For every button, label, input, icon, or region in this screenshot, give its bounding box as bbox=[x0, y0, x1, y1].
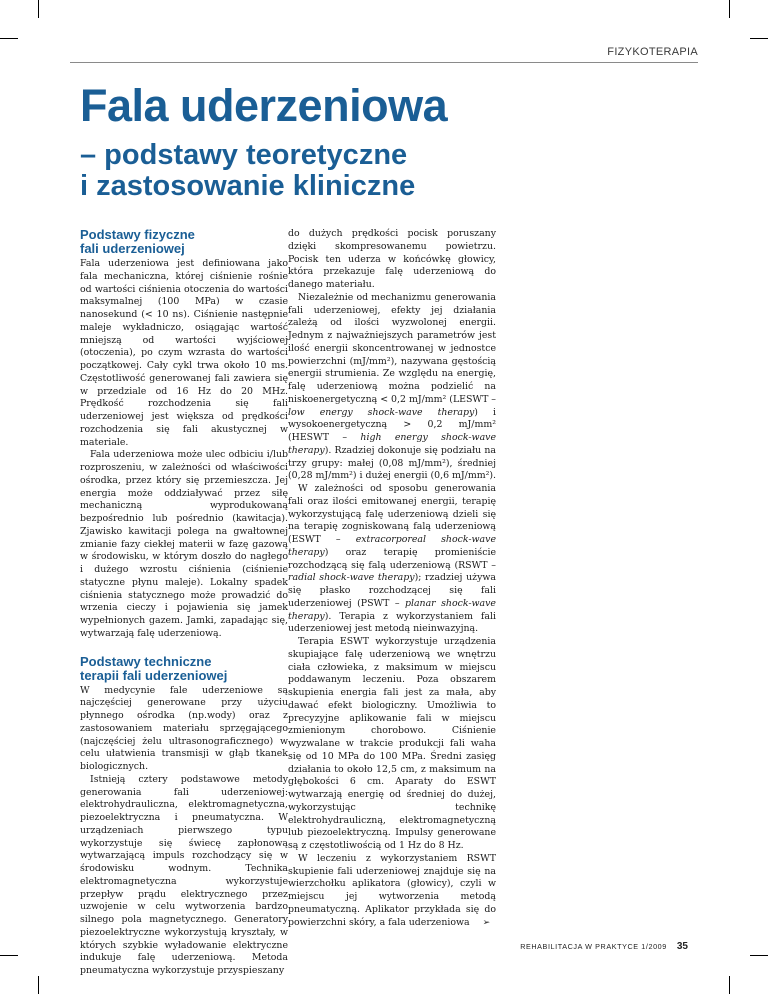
italic-term: planar shock-wave therapy bbox=[288, 597, 496, 622]
text-run: ); rzadziej używa się płasko rozchodzącej się fali uderzeniowej (PSWT – bbox=[288, 572, 496, 609]
paragraph: W medycynie fale uderzeniowe są najczęściej generowane przy użyciu płynnego ośrodka (np.wody) oraz z zastosowaniem materiału sprzęgającego (najczęściej żelu ultrasonograficznego) w celu ułatwienia transmisji w głąb tkanek biologicznych. bbox=[80, 684, 288, 772]
text-run: W leczeniu z wykorzystaniem RSWT skupienie fali uderzeniowej znajduje się na wierzchołku aplikatora (głowicy), czyli w miejscu jej wytworzenia metodą pneumatyczną. Aplikator przykłada się do powierzchni skóry, a fala uderzeniowa bbox=[288, 852, 496, 928]
subtitle-line: i zastosowanie kliniczne bbox=[80, 170, 416, 202]
italic-term: high energy shock-wave therapy bbox=[288, 432, 496, 456]
italic-term: radial shock-wave therapy bbox=[288, 572, 415, 584]
crop-mark bbox=[750, 38, 768, 39]
paragraph: Fala uderzeniowa może ulec odbiciu i/lub rozproszeniu, w zależności od właściwości ośrodka, przez który się przemieszcza. Jej energia może oddziaływać przez siłę mechaniczną wyprodukowaną bezpośrednio lub pośrednio (kawitacja). Zjawisko kawitacji polega na gwałtownej zmianie fazy ciekłej materii w fazę gazową w środowisku, w którym doszło do nagłego i dużego wzrostu ciśnienia (ciśnienie statyczne płynu maleje). Lokalny spadek ciśnienia statycznego może prowadzić do wrzenia cieczy i pojawienia się jamek wypełnionych gazem. Jamki, zapadając się, wytwarzają falę uderzeniową. bbox=[80, 449, 288, 639]
column-left bbox=[80, 228, 288, 978]
header-rule bbox=[70, 62, 698, 63]
column-right bbox=[288, 228, 496, 929]
crop-mark bbox=[729, 976, 730, 994]
paragraph: do dużych prędkości pocisk poruszany dzięki skompresowanemu powietrzu. Pocisk ten uderza w końcówkę głowicy, która przekazuje falę uderzeniową do danego materiału. bbox=[288, 228, 496, 290]
crop-mark bbox=[0, 38, 18, 39]
heading-line: Podstawy fizyczne bbox=[80, 227, 195, 242]
text-run: ) i wysokoenergetyczną > 0,2 mJ/mm² (HESWT – bbox=[288, 406, 496, 443]
section-heading bbox=[80, 228, 288, 256]
paragraph: Istnieją cztery podstawowe metody generowania fali uderzeniowej: elektrohydrauliczna, elektromagnetyczna, piezoelektryczna i pneumatyczna. W urządzeniach pierwszego typu wykorzystuje się świecę zapłonową wytwarzającą impuls rozchodzący się w środowisku wodnym. Technika elektromagnetyczna wykorzystuje przepływ prądu elektrycznego przez uzwojenie w celu wytworzenia bardzo silnego pola magnetycznego. Generatory piezoelektryczne wykorzystują kryształy, w których szybkie wyładowanie elektryczne indukuje falę uderzeniową. Metoda pneumatyczna wykorzystuje przyspieszany bbox=[80, 773, 288, 976]
continue-arrow-icon: ➢ bbox=[482, 917, 491, 928]
italic-term: extracorporeal shock-wave therapy bbox=[288, 534, 496, 558]
journal-name: REHABILITACJA W PRAKTYCE 1/2009 bbox=[520, 942, 667, 951]
heading-line: terapii fali uderzeniowej bbox=[80, 667, 228, 683]
text-run: ). Rzadziej dokonuje się podziału na trzy grupy: małej (0,08 mJ/mm²), średniej (0,28 mJ/mm²) i dużej energii (0,6 mJ/mm²). bbox=[288, 444, 497, 482]
paragraph: Fala uderzeniowa jest definiowana jako fala mechaniczna, której ciśnienie rośnie od wartości ciśnienia otoczenia do wartości maksymalnej (100 MPa) w czasie nanosekund (< 10 ns). Ciśnienie następnie maleje wykładniczo, osiągając wartość mniejszą od wartości wyjściowej (otoczenia), po czym wzrasta do wartości początkowej. Cały cykl trwa około 10 ms. Częstotliwość generowanej fali zawiera się w przedziale od 16 Hz do 20 MHz. Prędkość rozchodzenia się fali uderzeniowej jest większa od prędkości rozchodzenia się fali akustycznej w materiale. bbox=[80, 258, 288, 448]
crop-mark bbox=[38, 976, 39, 994]
heading-line: fali uderzeniowej bbox=[80, 241, 185, 256]
text-run: Niezależnie od mechanizmu generowania fali uderzeniowej, efekty jej działania zależą od ilości wyzwolonej energii. Jednym z najważniejszych parametrów jest ilość energii skoncentrowanej w jednostce powierzchni (mJ/mm²), nazywana gęstością energii strumienia. Ze względu na energię, falę uderzeniową można podzielić na niskoenergetyczną < 0,2 mJ/mm² (LESWT – bbox=[288, 291, 496, 405]
section-heading bbox=[80, 655, 288, 683]
section-label: FIZYKOTERAPIA bbox=[607, 46, 698, 58]
text-run: ) oraz terapię promieniście rozchodzącą się falą uderzeniową (RSWT – bbox=[288, 546, 496, 571]
article-subtitle bbox=[80, 140, 415, 202]
crop-mark bbox=[0, 955, 18, 956]
italic-term: low energy shock-wave therapy bbox=[288, 406, 475, 418]
crop-mark bbox=[729, 0, 730, 18]
page-number: 35 bbox=[676, 941, 688, 952]
crop-mark bbox=[750, 955, 768, 956]
crop-mark bbox=[38, 0, 39, 18]
paragraph: Terapia ESWT wykorzystuje urządzenia skupiające falę uderzeniową we wnętrzu ciała człowieka, z maksimum w miejscu poddawanym leczeniu. Poza obszarem skupienia energia fali jest za mała, aby dawać efekt biologiczny. Umożliwia to precyzyjne aplikowanie fali w miejscu zmienionym chorobowo. Ciśnienie wyzwalane w trakcie produkcji fali waha się od 10 MPa do 100 MPa. Średni zasięg działania to około 12,5 cm, z maksimum na głębokości 6 cm. Aparaty do ESWT wytwarzają energię od średniej do dużej, wykorzystując technikę elektrohydrauliczną, elektromagnetyczną lub piezoelektryczną. Impulsy generowane są z częstotliwością od 1 Hz do 8 Hz. bbox=[288, 636, 496, 851]
article-title: Fala uderzeniowa bbox=[80, 80, 448, 131]
subtitle-line: – podstawy teoretyczne bbox=[80, 139, 408, 171]
text-run: W zależności od sposobu generowania fali oraz ilości emitowanej energii, terapię wykorzystującą falę uderzeniową dzieli się na terapię zogniskowaną falą uderzeniową (ESWT – bbox=[288, 483, 496, 545]
text-run: ). Terapia z wykorzystaniem fali uderzeniowej jest metodą nieinwazyjną. bbox=[288, 610, 496, 635]
paragraph bbox=[288, 292, 496, 483]
heading-line: Podstawy techniczne bbox=[80, 653, 212, 669]
paragraph bbox=[288, 853, 496, 930]
page-footer bbox=[520, 936, 688, 954]
paragraph bbox=[288, 483, 496, 636]
